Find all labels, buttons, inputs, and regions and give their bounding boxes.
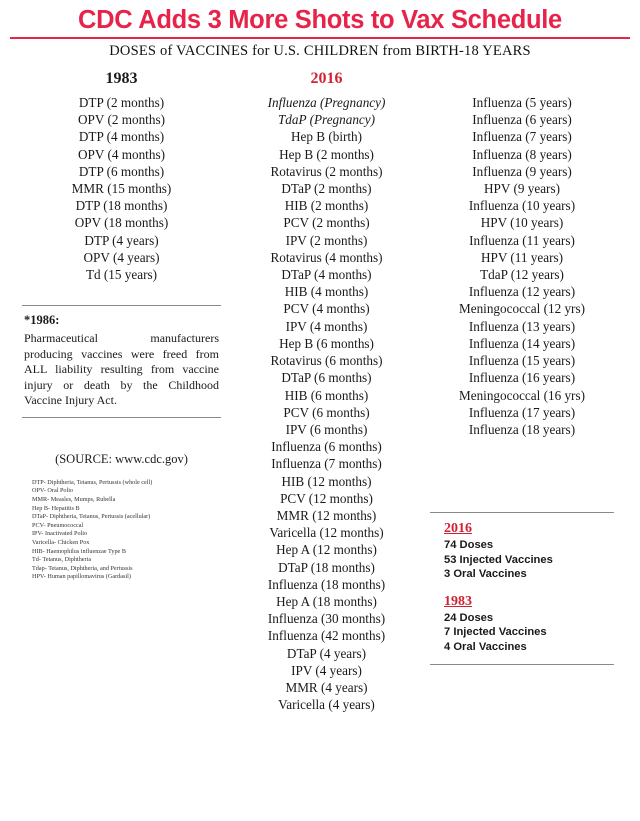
vaccine-item: IPV (2 months) <box>285 232 368 248</box>
abbreviation-line: Varicella- Chicken Pox <box>32 538 90 546</box>
column-2016-left <box>229 70 424 713</box>
vaccine-item: DTaP (18 months) <box>278 559 375 575</box>
abbreviation-line: Td- Tetanus, Diphtheria <box>32 556 92 564</box>
vaccine-item: Influenza (18 months) <box>267 576 386 592</box>
liability-note-title: *1986: <box>24 313 60 328</box>
vaccine-item: PCV (12 months) <box>280 490 373 506</box>
vaccine-item: IPV (4 months) <box>285 318 368 334</box>
dose-summary <box>430 512 614 665</box>
vaccine-item: Influenza (Pregnancy) <box>267 95 386 111</box>
vaccine-item: Influenza (6 years) <box>472 112 572 128</box>
abbreviation-line: HPV- Human papillomavirus (Gardasil) <box>32 573 131 581</box>
vaccine-item: HPV (10 years) <box>480 215 564 231</box>
summary-2016-year: 2016 <box>444 521 472 537</box>
vaccine-item: Influenza (16 years) <box>468 370 576 386</box>
vaccine-item: Influenza (18 years) <box>468 421 576 437</box>
vaccine-item: Influenza (13 years) <box>468 318 576 334</box>
dose-summary-1983 <box>430 594 614 655</box>
vaccine-item: PCV (6 months) <box>283 404 370 420</box>
vaccine-item: DTP (4 years) <box>84 232 159 248</box>
vaccine-item: Hep B (6 months) <box>279 335 374 351</box>
vaccine-item: Rotavirus (6 months) <box>270 353 383 369</box>
vaccine-item: DTaP (4 months) <box>281 267 372 283</box>
vaccine-list-1983 <box>14 94 229 283</box>
vaccine-item: Influenza (11 years) <box>469 232 575 248</box>
page-subtitle: DOSES of VACCINES for U.S. CHILDREN from BIRTH-18 YEARS <box>109 43 531 60</box>
vaccine-item: Influenza (5 years) <box>472 95 572 111</box>
vaccine-item: Meningococcal (16 yrs) <box>459 387 585 403</box>
vaccine-item: IPV (4 years) <box>291 662 362 678</box>
vaccine-item: Hep A (12 months) <box>276 542 377 558</box>
abbreviation-line: Tdap- Tetanus, Diphtheria, and Pertussis <box>32 564 133 572</box>
abbreviation-line: DTaP- Diphtheria, Tetanus, Pertussis (acellular) <box>32 513 151 521</box>
column-1983-heading: 1983 <box>105 70 138 88</box>
vaccine-item: Influenza (7 months) <box>271 456 382 472</box>
vaccine-item: DTaP (2 months) <box>281 181 372 197</box>
page-title: CDC Adds 3 More Shots to Vax Schedule <box>78 6 562 34</box>
vaccine-item: DTaP (4 years) <box>286 645 367 661</box>
abbreviation-line: MMR- Measles, Mumps, Rubella <box>32 495 116 503</box>
vaccine-list-2016-left <box>229 94 424 713</box>
title-divider <box>10 37 630 39</box>
vaccine-item: Hep B (birth) <box>290 129 363 145</box>
vaccine-item: Hep A (18 months) <box>276 593 377 609</box>
vaccine-item: Hep B (2 months) <box>279 146 374 162</box>
dose-summary-2016 <box>430 521 614 582</box>
summary-2016-doses: 74 Doses <box>444 539 494 552</box>
vaccine-item: HIB (4 months) <box>284 284 369 300</box>
vaccine-item: MMR (15 months) <box>71 181 172 197</box>
abbreviation-line: HIB- Haemophilus influenzae Type B <box>32 547 126 555</box>
vaccine-item: Influenza (15 years) <box>468 353 576 369</box>
vaccine-item: Influenza (42 months) <box>267 628 386 644</box>
vaccine-item: DTaP (6 months) <box>281 370 372 386</box>
vaccine-item: TdaP (Pregnancy) <box>277 112 376 128</box>
abbreviation-line: PCV- Pneumococcal <box>32 521 84 529</box>
abbreviation-key <box>14 479 229 582</box>
liability-note-body: Pharmaceutical manufacturers producing vaccines were freed from ALL liability resulting from vaccine injury or death by the Childhood Vaccine Injury Act. <box>24 331 219 408</box>
column-1983 <box>14 70 229 582</box>
vaccine-item: DTP (18 months) <box>75 198 168 214</box>
vaccine-item: Influenza (14 years) <box>468 335 576 351</box>
vaccine-item: MMR (4 years) <box>285 679 368 695</box>
vaccine-item: HIB (6 months) <box>284 387 369 403</box>
abbreviation-line: IPV- Inactivated Polio <box>32 530 88 538</box>
vaccine-item: Influenza (17 years) <box>468 404 576 420</box>
vaccine-item: Influenza (30 months) <box>267 611 386 627</box>
column-2016-heading: 2016 <box>310 70 343 88</box>
vaccine-item: Rotavirus (4 months) <box>270 249 383 265</box>
summary-1983-oral: 4 Oral Vaccines <box>444 640 527 653</box>
vaccine-item: Meningococcal (12 yrs) <box>459 301 585 317</box>
summary-1983-doses: 24 Doses <box>444 611 494 624</box>
summary-1983-injected: 7 Injected Vaccines <box>444 626 547 639</box>
liability-note <box>22 305 221 418</box>
vaccine-item: Influenza (12 years) <box>468 284 576 300</box>
vaccine-item: Varicella (12 months) <box>269 525 384 541</box>
vaccine-item: Rotavirus (2 months) <box>270 163 383 179</box>
vaccine-item: DTP (2 months) <box>78 95 165 111</box>
vaccine-item: Influenza (9 years) <box>472 163 572 179</box>
vaccine-item: IPV (6 months) <box>285 421 368 437</box>
vaccine-item: Influenza (8 years) <box>472 146 572 162</box>
summary-2016-oral: 3 Oral Vaccines <box>444 568 527 581</box>
abbreviation-line: Hep B- Hepatitis B <box>32 504 80 512</box>
vaccine-item: DTP (6 months) <box>78 163 165 179</box>
vaccine-item: HPV (11 years) <box>480 249 564 265</box>
abbreviation-line: OPV- Oral Polio <box>32 487 74 495</box>
schedule-columns <box>0 70 640 713</box>
vaccine-item: HPV (9 years) <box>484 181 560 197</box>
vaccine-item: HIB (12 months) <box>281 473 372 489</box>
vaccine-item: OPV (4 months) <box>78 146 165 162</box>
vaccine-item: DTP (4 months) <box>78 129 165 145</box>
column-2016-right <box>424 70 620 665</box>
vaccine-item: Influenza (7 years) <box>472 129 572 145</box>
vaccine-item: HIB (2 months) <box>284 198 369 214</box>
vaccine-item: PCV (2 months) <box>283 215 370 231</box>
vaccine-item: Influenza (10 years) <box>468 198 576 214</box>
summary-spacer <box>430 582 614 594</box>
vaccine-item: Varicella (4 years) <box>278 697 375 713</box>
vaccine-list-2016-right <box>424 94 620 438</box>
vaccine-item: OPV (2 months) <box>78 112 165 128</box>
summary-1983-year: 1983 <box>444 593 472 609</box>
vaccine-item: TdaP (12 years) <box>480 267 564 283</box>
summary-2016-injected: 53 Injected Vaccines <box>444 553 553 566</box>
vaccine-item: OPV (4 years) <box>83 249 160 265</box>
vaccine-item: PCV (4 months) <box>283 301 370 317</box>
vaccine-item: OPV (18 months) <box>74 215 169 231</box>
source-label: (SOURCE: www.cdc.gov) <box>55 451 188 466</box>
vaccine-item: Influenza (6 months) <box>271 439 382 455</box>
vaccine-item: Td (15 years) <box>85 267 158 283</box>
vaccine-item: MMR (12 months) <box>276 507 377 523</box>
abbreviation-line: DTP- Diphtheria, Tetanus, Pertussis (whole cell) <box>32 478 153 486</box>
